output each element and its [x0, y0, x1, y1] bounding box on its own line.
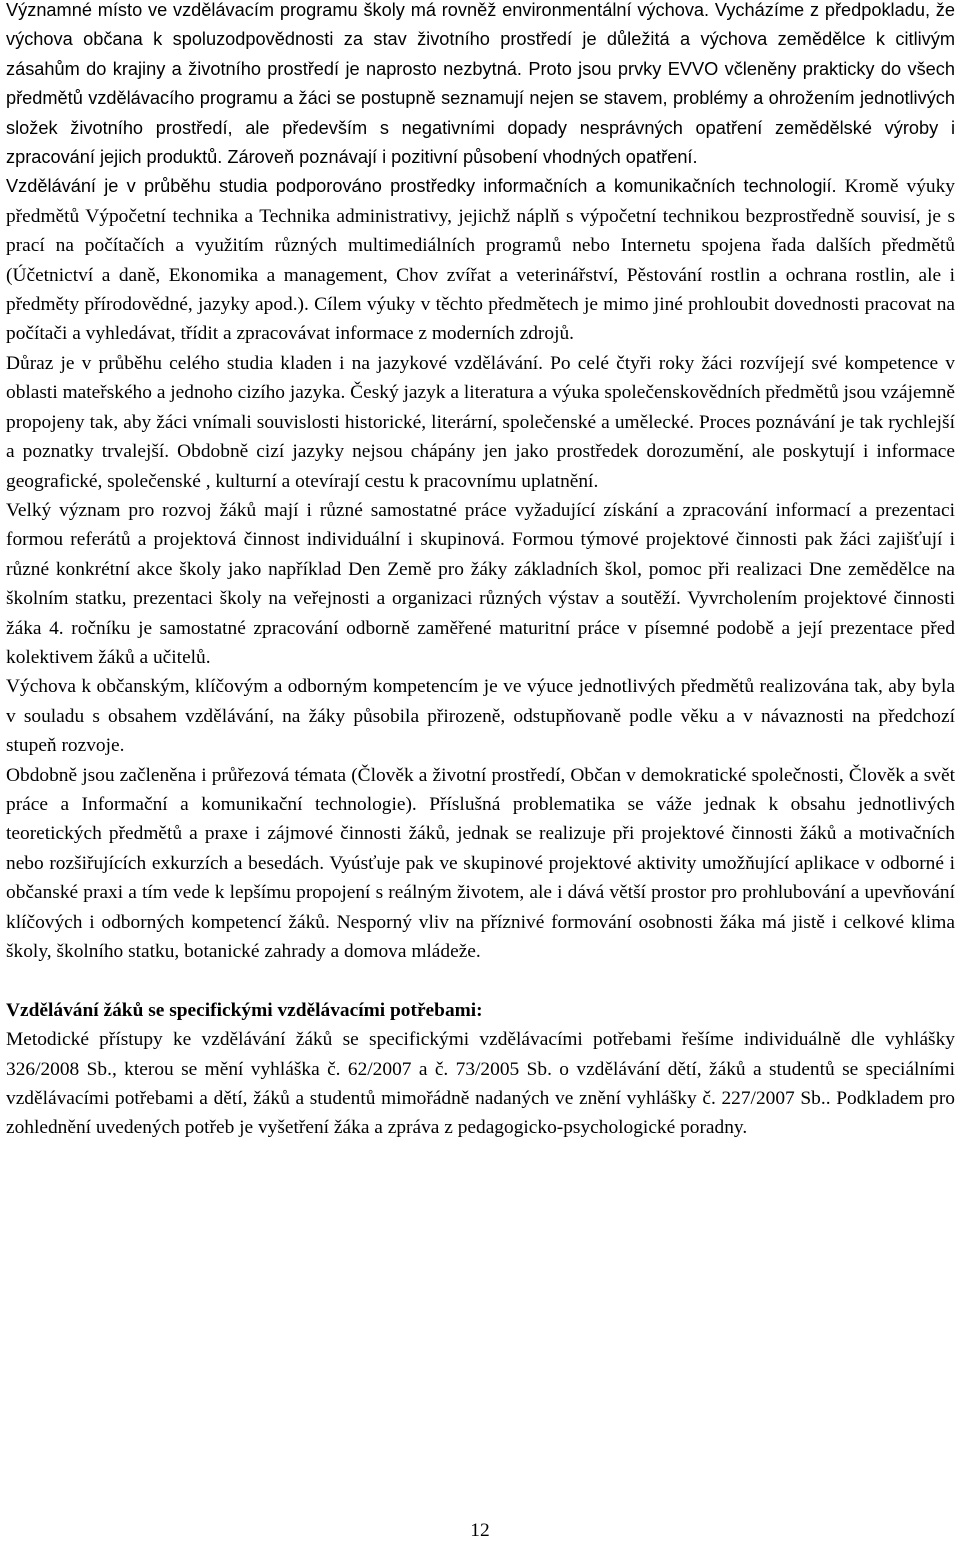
text-body	[6, 0, 955, 1143]
paragraph-cross-curricular-themes: Obdobně jsou začleněna i průřezová témata (Člověk a životní prostředí, Občan v demokratické společnosti, Člověk a svět práce a Informační a komunikační technologie). Příslušná problematika se váže jednak k obsahu jednotlivých teoretických předmětů a praxe i zájmové činnosti žáků, jednak se realizuje při projektové činnosti žáků a motivačních nebo rozšiřujících exkurzích a besedách. Vyúsťuje pak ve skupinové projektové aktivity umožňující aplikace v odborné i občanské praxi a tím vede k lepšímu propojení s reálným životem, ale i dává větší prostor pro prohlubování a upevňování klíčových i odborných kompetencí žáků. Nesporný vliv na příznivé formování osobnosti žáka má jistě i celkové klima školy, školního statku, botanické zahrady a domova mládeže.	[6, 764, 955, 962]
ict-lead-sentence: Vzdělávání je v průběhu studia podporováno prostředky informačních a komunikačních technologií.	[6, 176, 837, 197]
paragraph-environmental-education: Významné místo ve vzdělávacím programu školy má rovněž environmentální výchova. Vycházíme z předpokladu, že výchova občana k spoluzodpovědnosti za stav životního prostředí je důležitá a výchova zemědělce k citlivým zásahům do krajiny a životního prostředí je naprosto nezbytná. Proto jsou prvky EVVO včleněny prakticky do všech předmětů vzdělávacího programu a žáci se postupně seznamují nejen se stavem, problémy a ohrožením jednotlivých složek životního prostředí, ale především s negativními dopady nesprávných opatření zemědělské výroby i zpracování jejich produktů. Zároveň poznávají i pozitivní působení vhodných opatření.	[6, 0, 955, 168]
section-heading: Vzdělávání žáků se specifickými vzdělávacími potřebami:	[6, 999, 483, 1021]
paragraph-competences: Výchova k občanským, klíčovým a odborným kompetencím je ve výuce jednotlivých předmětů realizována tak, aby byla v souladu s obsahem vzdělávání, na žáky působila přirozeně, odstupňovaně podle věku a v návaznosti na předchozí stupeň rozvoje.	[6, 676, 955, 757]
ict-continuation: Kromě výuky předmětů Výpočetní technika a Technika administrativy, jejichž náplň s výpočetní technikou bezprostředně souvisí, je s prací na počítačích a využitím různých multimediálních programů nebo Internetu spojena řada dalších předmětů (Účetnictví a daně, Ekonomika a management, Chov zvířat a veterinářství, Pěstování rostlin a ochrana rostlin, ale i předměty přírodovědné, jazyky apod.). Cílem výuky v těchto předmětech je mimo jiné prohloubit dovednosti pracovat na počítači a vyhledávat, třídit a zpracovávat informace z moderních zdrojů.	[6, 176, 955, 345]
page-number: 12	[470, 1520, 490, 1541]
paragraph-ict-education	[6, 172, 955, 348]
paragraph-language-education: Důraz je v průběhu celého studia kladen i na jazykové vzdělávání. Po celé čtyři roky žáci rozvíjejí své kompetence v oblasti mateřského a jednoho cizího jazyka. Český jazyk a literatura a výuka společenskovědních předmětů jsou vzájemně propojeny tak, aby žáci vnímali souvislosti historické, literární, společenské a umělecké. Proces poznávání je tak rychlejší a poznatky trvalejší. Obdobně cizí jazyky nejsou chápány jen jako prostředek dorozumění, ale poskytují i informace geografické, společenské , kulturní a otevírají cestu k pracovnímu uplatnění.	[6, 352, 955, 492]
paragraph-spacer	[6, 966, 955, 995]
paragraph-special-needs: Metodické přístupy ke vzdělávání žáků se specifickými vzdělávacími potřebami řešíme individuálně dle vyhlášky 326/2008 Sb., kterou se mění vyhláška č. 62/2007 a č. 73/2005 Sb. o vzdělávání dětí, žáků a studentů se speciálními vzdělávacími potřebami a dětí, žáků a studentů mimořádně nadaných ve znění vyhlášky č. 227/2007 Sb.. Podkladem pro zohlednění uvedených potřeb je vyšetření žáka a zpráva z pedagogicko-psychologické poradny.	[6, 1029, 955, 1139]
paragraph-independent-work: Velký význam pro rozvoj žáků mají i různé samostatné práce vyžadující získání a zpracování informací a prezentaci formou referátů a projektová činnost individuální i skupinová. Formou týmové projektové činnosti pak žáci zajišťují i různé konkrétní akce školy jako například Den Země pro žáky základních škol, pomoc při realizaci Dne zemědělce na školním statku, prezentaci školy na veřejnosti a organizaci různých výstav a soutěží. Vyvrcholením projektové činnosti žáka 4. ročníku je samostatné zpracování odborně zaměřené maturitní práce v písemné podobě a její prezentace před kolektivem žáků a učitelů.	[6, 499, 955, 668]
